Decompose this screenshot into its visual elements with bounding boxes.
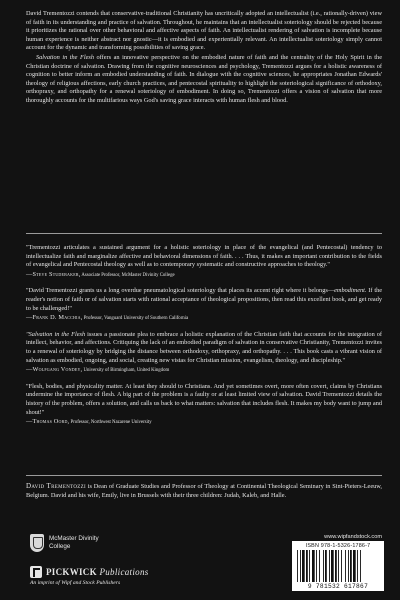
barcode-bar [323,550,324,582]
endorsement-vondey [26,331,382,376]
pickwick-logo [30,566,230,578]
barcode-bar [350,550,352,582]
barcode-bar [335,550,337,582]
book-title-italic: Salvation in the Flesh [36,53,94,61]
imprint-line: An imprint of Wipf and Stock Publishers [30,580,121,586]
barcode-bars [296,550,380,582]
endorsement-attribution: —Thomas Oord, Professor, Northwest Nazarene University [26,418,152,426]
author-bio [26,482,382,500]
endorsement-quote: "Flesh, bodies, and physicality matter. At least they should to Christians. And yet sometimes overt, more often covert, claims by Christians undermine the importance of flesh. A big part of the problem is a faulty or at least limited view of salvation. David Trementozzi details the history of the problem, offers a solution, and calls us back to what matters: salvation that includes flesh. It makes my body want to jump and shout!" [26,382,382,416]
pickwick-name: PICKWICK Publications [46,567,149,577]
barcode-bar [345,550,346,582]
isbn-digits: 9 781532 617867 [307,583,369,590]
isbn-label: ISBN 978-1-5326-1786-7 [305,543,371,549]
author-name: David Trementozzi [26,482,86,490]
barcode-bar [297,550,298,582]
barcode-bar [348,550,349,582]
endorsement-quote: "David Trementozzi grants us a long overdue pneumatological soteriology that places its accent right where it belongs—embodiment. If the reader's notion of faith or of salvation starts with rational acceptance of theological propositions, then read this excellent book, and get ready to be challenged!" [26,287,383,312]
barcode-bar [329,550,330,582]
pickwick-icon [30,566,42,578]
barcode-bar [357,550,358,582]
endorsement-attribution: —Wolfgang Vondey, University of Birmingham, United Kingdom [26,366,170,374]
barcode-bar [300,550,301,582]
mcmaster-logo [30,533,180,553]
barcode-bar [312,550,315,582]
divider-bottom [26,475,382,476]
endorsement-studebaker [26,244,382,280]
barcode-bar [302,550,305,582]
barcode-bar [325,550,327,582]
barcode-bar [338,550,339,582]
barcode-bar [353,550,356,582]
barcode-bar [360,550,361,582]
endorsements [26,244,382,435]
barcode-bar [331,550,334,582]
isbn-barcode [292,541,384,591]
description-paragraph-1: David Trementozzi contends that conservative-traditional Christianity has uncritically adopted an intellectualist (i.e., rationally-driven) view of faith in its understanding and practice of salvation. Throughout, he maintains that an intellectualist soteriology should be rejected because it prioritizes the rational over other behavioral and affective aspects of faith. An intellectualist rendering of salvation is incomplete because human experience is neither abstract nor gnostic—it is embodied and experientially relevant. An intellectualist soteriology simply cannot account for the dynamic and transforming possibilities of saving grace. [26,10,382,52]
divider-top [26,233,382,234]
author-bio-text: is Dean of Graduate Studies and Professor of Theology at Continental Theological Seminary in Sint-Pieters-Leeuw, Belgium. David and his wife, Emily, live in Brussels with their three children: Judah, Kaleb, and Halle. [26,483,382,499]
barcode-bar [306,550,308,582]
publisher-website: www.wipfandstock.com [324,534,382,540]
endorsement-oord [26,383,382,428]
endorsement-macchia [26,287,382,323]
endorsement-attribution: —Frank D. Macchia, Professor, Vanguard University of Southern California [26,314,189,322]
endorsement-quote: "Trementozzi articulates a sustained argument for a holistic soteriology in place of the evangelical (and Pentecostal) tendency to intellectualize faith and marginalize affective and behavioral dimensions of faith. . . . Thus, it makes an important contribution to the fields of evangelical and Pentecostal theology as well as to contemporary systematic and constructive approaches to theology." [26,244,382,269]
endorsement-quote: "Salvation in the Flesh issues a passionate plea to embrace a holistic explanation of the Christian faith that accounts for the integration of intellect, behavior, and affections. Critiquing the lack of an embodied paradigm of salvation in conservative Christianity, Trementozzi invites to a renewal of soteriology by bridging the distance between orthodoxy, orthopraxy, and orthopathy. . . . This book casts a vibrant vision of salvation as embodied, ongoing, and social, creating new vistas for Christian mission, evangelism, theology, and discipleship." [26,330,382,364]
shield-icon [30,534,44,552]
description-paragraph-2: Salvation in the Flesh offers an innovative perspective on the embodied nature of faith and the centrality of the Holy Spirit in the Christian doctrine of salvation. Drawing from the cognitive neurosciences and psychology, Trementozzi argues for a holistic awareness of cognition to better inform an embodied understanding of faith. In dialogue with the cognitive sciences, he appropriates Jonathan Edwards' theology of religious affections, early church practices, and pentecostal spirituality to highlight the soteriological significance of orthodoxy, orthopraxy, and orthopathy for a renewal soteriology of embodiment. In doing so, Trementozzi offers a vision of salvation that more thoroughly accounts for the multifarious ways God's saving grace interacts with human flesh and blood. [26,53,382,104]
barcode-bar [341,550,342,582]
barcode-bar [309,550,310,582]
barcode-bar [316,550,317,582]
mcmaster-name: McMaster Divinity College [49,535,99,550]
book-description [26,10,382,107]
barcode-bar [319,550,320,582]
endorsement-attribution: —Steve Studebaker, Associate Professor, McMaster Divinity College [26,270,175,278]
